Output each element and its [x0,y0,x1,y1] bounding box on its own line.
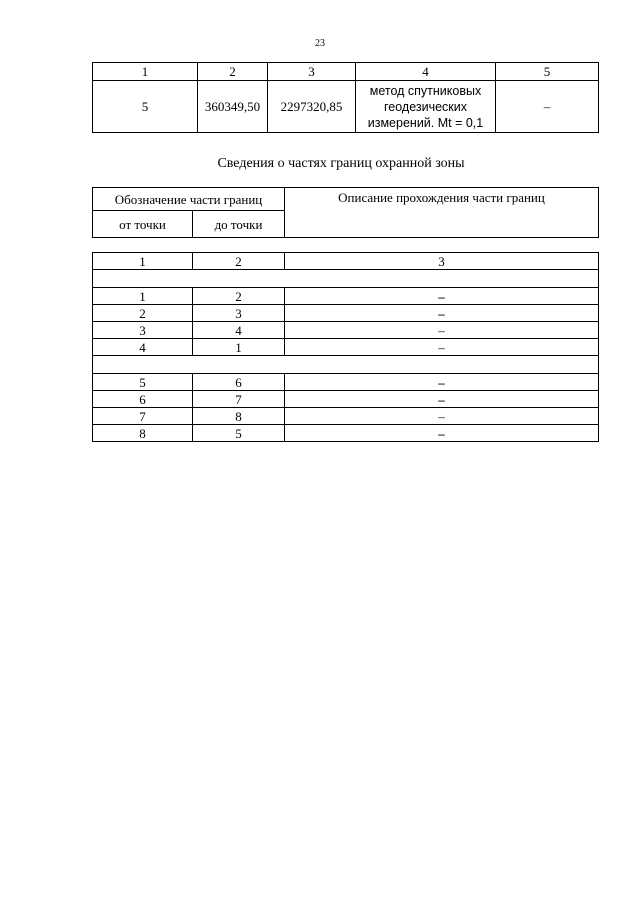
header-from: от точки [93,211,193,238]
point-number: 5 [93,81,198,133]
to-point: 6 [193,374,285,391]
table-row [93,288,599,305]
to-point: 8 [193,408,285,425]
coordinates-header-row [93,63,599,81]
table-row [93,425,599,442]
coordinate-y: 2297320,85 [268,81,356,133]
from-point: 1 [93,288,193,305]
from-point: 7 [93,408,193,425]
from-point: 4 [93,339,193,356]
col-header-4: 4 [356,63,496,81]
from-point: 2 [93,305,193,322]
table-row [93,391,599,408]
to-point: 7 [193,391,285,408]
parts-header-row [93,188,599,211]
group-separator-row [93,356,599,374]
from-point: 8 [93,425,193,442]
col-number-3: 3 [285,253,599,270]
boundary-parts-table [92,187,599,442]
header-description: Описание прохождения части границ [285,188,599,238]
method-line: геодезических [383,99,467,114]
method-line: метод спутниковых [369,83,482,98]
header-spacer [93,238,599,253]
note-cell: – [496,81,599,133]
col-header-2: 2 [198,63,268,81]
description: – [285,374,599,391]
column-numbers-row [93,253,599,270]
header-to: до точки [193,211,285,238]
table-row [93,408,599,425]
page-number: 23 [315,38,325,49]
table-row [93,81,599,133]
to-point: 1 [193,339,285,356]
to-point: 5 [193,425,285,442]
table-row [93,339,599,356]
col-header-1: 1 [93,63,198,81]
description: – [285,288,599,305]
table-row [93,374,599,391]
description: – [285,322,599,339]
group-separator [93,270,599,288]
col-header-5: 5 [496,63,599,81]
method-line: измерений. Mt = 0,1 [367,115,484,130]
coordinates-table [92,62,599,133]
table-row [93,322,599,339]
table-row [93,305,599,322]
description: – [285,305,599,322]
description: – [285,408,599,425]
spacer [93,238,599,253]
from-point: 3 [93,322,193,339]
to-point: 3 [193,305,285,322]
group-separator-row [93,270,599,288]
description: – [285,339,599,356]
group-separator [93,356,599,374]
col-number-1: 1 [93,253,193,270]
to-point: 4 [193,322,285,339]
header-group: Обозначение части границ [93,188,285,211]
col-number-2: 2 [193,253,285,270]
method-cell [356,81,496,133]
from-point: 6 [93,391,193,408]
coordinate-x: 360349,50 [198,81,268,133]
description: – [285,425,599,442]
col-header-3: 3 [268,63,356,81]
to-point: 2 [193,288,285,305]
description: – [285,391,599,408]
from-point: 5 [93,374,193,391]
section-title: Сведения о частях границ охранной зоны [217,156,465,171]
